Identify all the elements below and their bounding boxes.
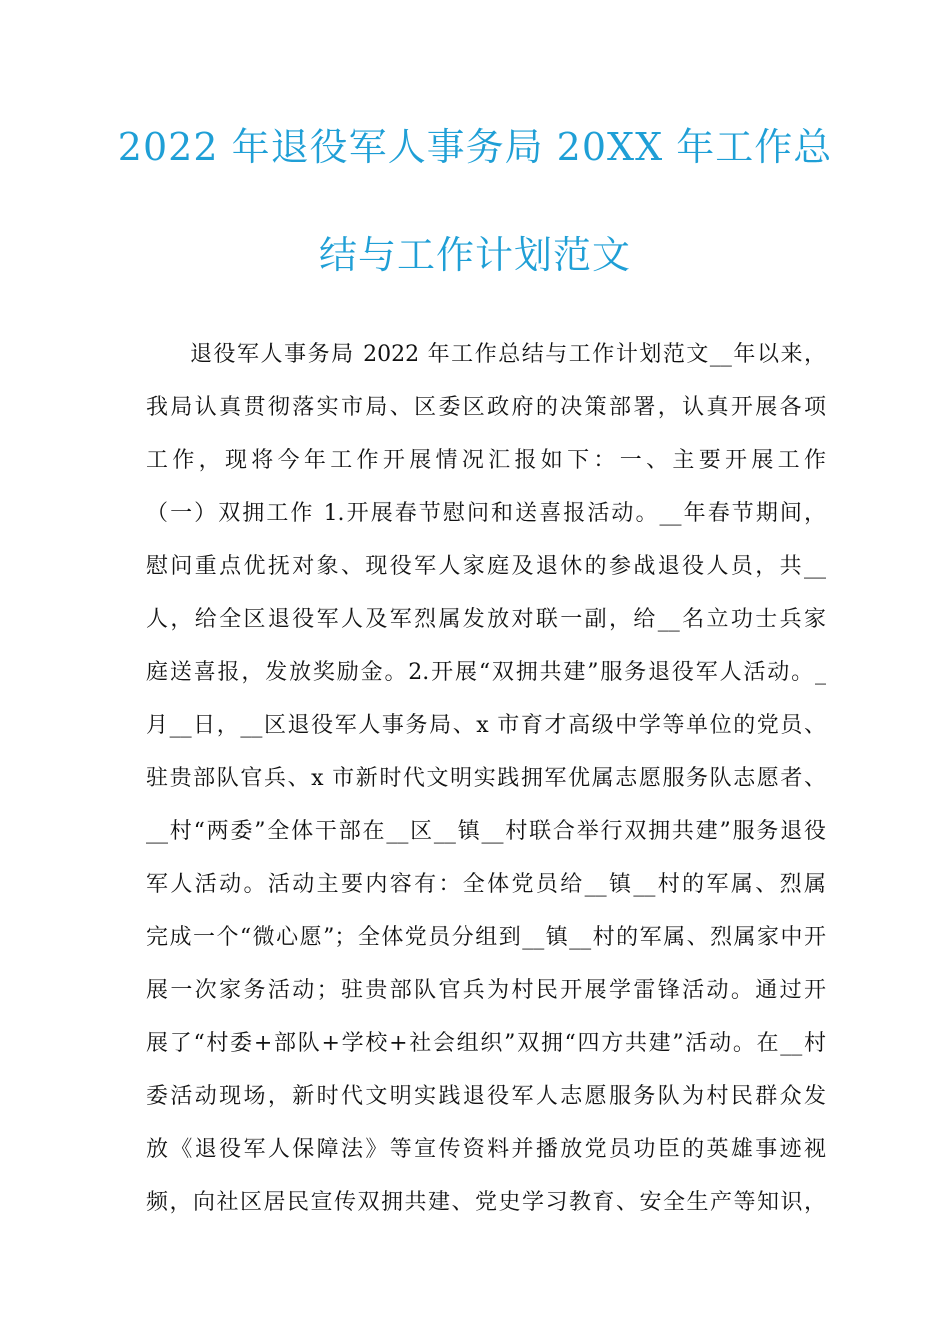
- body-line: __村“两委”全体干部在__区__镇__村联合举行双拥共建”服务退役: [146, 819, 826, 844]
- body-line: 驻贵部队官兵、x 市新时代文明实践拥军优属志愿服务队志愿者、: [146, 766, 826, 791]
- document-title-line-2: 结与工作计划范文: [318, 233, 631, 277]
- body-line: 庭送喜报，发放奖励金。2.开展“双拥共建”服务退役军人活动。_: [146, 660, 826, 685]
- body-line: 退役军人事务局 2022 年工作总结与工作计划范文__年以来，: [190, 342, 826, 367]
- body-line: 委活动现场，新时代文明实践退役军人志愿服务队为村民群众发: [146, 1084, 826, 1109]
- body-line: （一）双拥工作 1.开展春节慰问和送喜报活动。__年春节期间，: [146, 501, 826, 526]
- body-line: 军人活动。活动主要内容有：全体党员给__镇__村的军属、烈属: [146, 872, 826, 897]
- body-line: 频，向社区居民宣传双拥共建、党史学习教育、安全生产等知识，: [146, 1190, 826, 1215]
- body-line: 我局认真贯彻落实市局、区委区政府的决策部署，认真开展各项: [146, 395, 826, 420]
- body-line: 完成一个“微心愿”；全体党员分组到__镇__村的军属、烈属家中开: [146, 925, 826, 950]
- body-line: 放《退役军人保障法》等宣传资料并播放党员功臣的英雄事迹视: [146, 1137, 826, 1162]
- document-title-line-1: 2022 年退役军人事务局 20XX 年工作总: [117, 125, 833, 169]
- body-line: 月__日，__区退役军人事务局、x 市育才高级中学等单位的党员、: [146, 713, 826, 738]
- body-line: 工作，现将今年工作开展情况汇报如下：一、主要开展工作: [146, 448, 826, 473]
- body-line: 慰问重点优抚对象、现役军人家庭及退休的参战退役人员，共__: [146, 554, 826, 579]
- body-line: 人，给全区退役军人及军烈属发放对联一副，给__名立功士兵家: [146, 607, 826, 632]
- body-line: 展了“村委+部队+学校+社会组织”双拥“四方共建”活动。在__村: [146, 1031, 826, 1056]
- body-line: 展一次家务活动；驻贵部队官兵为村民开展学雷锋活动。通过开: [146, 978, 826, 1003]
